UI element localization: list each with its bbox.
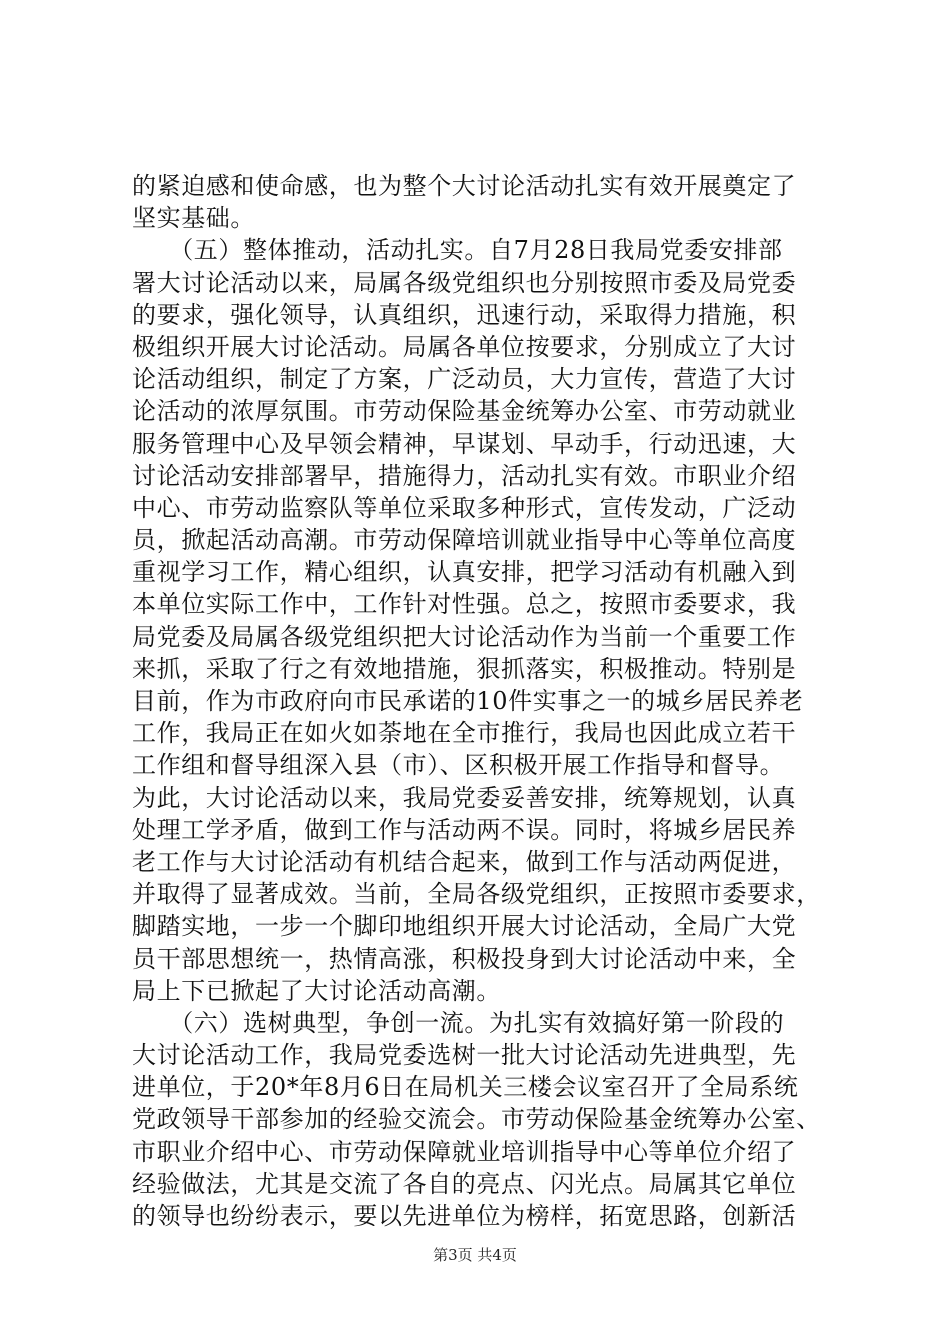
text-line: 的要求，强化领导，认真组织，迅速行动，采取得力措施，积 — [132, 300, 797, 329]
paragraph-start-line: （五）整体推动，活动扎实。自7月28日我局党委安排部 — [132, 236, 783, 265]
text-line: 本单位实际工作中，工作针对性强。总之，按照市委要求，我 — [132, 590, 797, 619]
text-line: 来抓，采取了行之有效地措施，狠抓落实，积极推动。特别是 — [132, 654, 797, 683]
text-line: 员，掀起活动高潮。市劳动保障培训就业指导中心等单位高度 — [132, 526, 797, 555]
paragraph-start-line: （六）选树典型，争创一流。为扎实有效搞好第一阶段的 — [132, 1008, 785, 1037]
text-line: 大讨论活动工作，我局党委选树一批大讨论活动先进典型，先 — [132, 1041, 797, 1070]
text-line: 论活动的浓厚氛围。市劳动保险基金统筹办公室、市劳动就业 — [132, 397, 797, 426]
text-line: 老工作与大讨论活动有机结合起来，做到工作与活动两促进， — [132, 847, 797, 876]
text-line: 工作组和督导组深入县（市）、区积极开展工作指导和督导。 — [132, 751, 785, 780]
text-line: 进单位，于20*年8月6日在局机关三楼会议室召开了全局系统 — [132, 1073, 799, 1102]
body-text — [132, 170, 832, 1232]
text-line: 重视学习工作，精心组织，认真安排，把学习活动有机融入到 — [132, 558, 797, 587]
text-line: 员干部思想统一，热情高涨，积极投身到大讨论活动中来，全 — [132, 944, 797, 973]
text-line: 市职业介绍中心、市劳动保障就业培训指导中心等单位介绍了 — [132, 1137, 797, 1166]
page-number-footer: 第3页 共4页 — [433, 1246, 517, 1264]
text-line: 局党委及局属各级党组织把大讨论活动作为当前一个重要工作 — [132, 622, 797, 651]
text-line: 局上下已掀起了大讨论活动高潮。 — [132, 976, 501, 1005]
text-line: 为此，大讨论活动以来，我局党委妥善安排，统筹规划，认真 — [132, 783, 797, 812]
text-line: 服务管理中心及早领会精神，早谋划、早动手，行动迅速，大 — [132, 429, 797, 458]
text-line: 工作，我局正在如火如荼地在全市推行，我局也因此成立若干 — [132, 719, 797, 748]
text-line: 署大讨论活动以来，局属各级党组织也分别按照市委及局党委 — [132, 268, 797, 297]
text-line: 处理工学矛盾，做到工作与活动两不误。同时，将城乡居民养 — [132, 815, 797, 844]
text-line: 讨论活动安排部署早，措施得力，活动扎实有效。市职业介绍 — [132, 461, 797, 490]
text-line: 中心、市劳动监察队等单位采取多种形式，宣传发动，广泛动 — [132, 493, 797, 522]
text-line: 目前，作为市政府向市民承诺的10件实事之一的城乡居民养老 — [132, 687, 804, 715]
text-line: 坚实基础。 — [132, 204, 255, 233]
text-line: 并取得了显著成效。当前，全局各级党组织，正按照市委要求， — [132, 880, 821, 909]
text-line: 党政领导干部参加的经验交流会。市劳动保险基金统筹办公室、 — [132, 1105, 821, 1134]
text-line: 的紧迫感和使命感，也为整个大讨论活动扎实有效开展奠定了 — [132, 172, 797, 200]
text-line: 极组织开展大讨论活动。局属各单位按要求，分别成立了大讨 — [132, 332, 797, 361]
text-line: 的领导也纷纷表示，要以先进单位为榜样，拓宽思路，创新活 — [132, 1202, 797, 1230]
text-line: 脚踏实地，一步一个脚印地组织开展大讨论活动，全局广大党 — [132, 912, 797, 941]
text-line: 论活动组织，制定了方案，广泛动员，大力宣传，营造了大讨 — [132, 365, 797, 394]
text-line: 经验做法，尤其是交流了各自的亮点、闪光点。局属其它单位 — [132, 1169, 797, 1198]
